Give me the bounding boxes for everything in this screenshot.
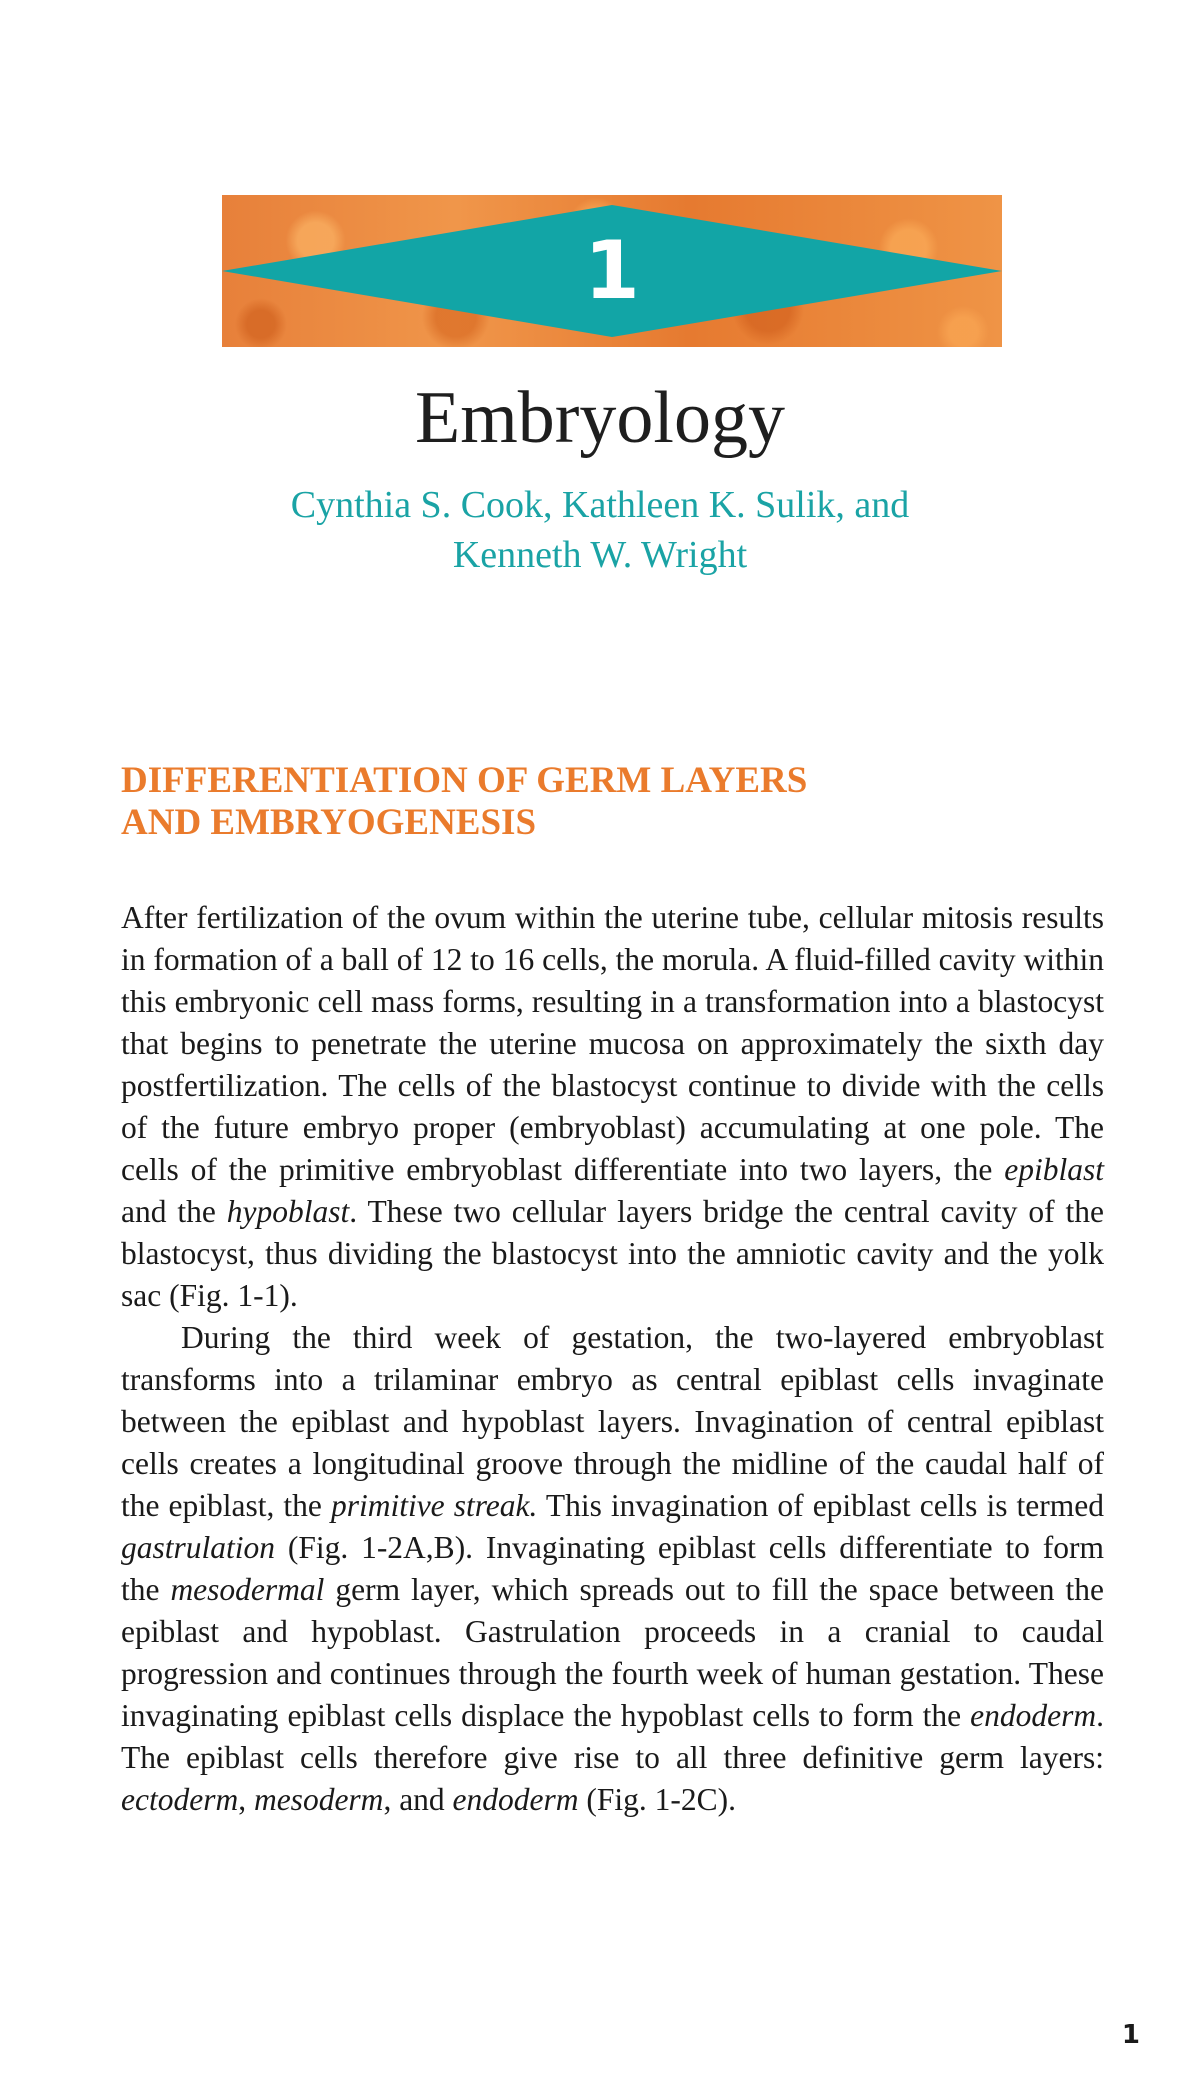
italic-term: mesodermal bbox=[170, 1572, 325, 1607]
body-text bbox=[121, 897, 1104, 1821]
italic-term: hypoblast bbox=[226, 1194, 350, 1229]
text-run: and the bbox=[121, 1194, 227, 1229]
authors-line-2: Kenneth W. Wright bbox=[452, 534, 748, 576]
section-heading-line-2: AND EMBRYOGENESIS bbox=[121, 802, 537, 843]
text-run: This invagination of epiblast cells is termed bbox=[537, 1488, 1104, 1523]
text-run: After fertilization of the ovum within the uterine tube, cellular mitosis results in formation of a ball of 12 to 16 cells, the morula. A fluid-filled cavity within this embryonic cell mass forms, resulting in a transformation into a blastocyst that begins to penetrate the uterine mucosa on approximately the sixth day postfertilization. The cells of the blastocyst continue to divide with the cells of the future embryo proper (embryoblast) accumulating at one pole. The cells of the primitive embryoblast differentiate into two layers, the bbox=[121, 900, 1104, 1187]
paragraph-1 bbox=[121, 897, 1104, 1317]
chapter-authors bbox=[0, 480, 1200, 580]
text-run: During the third week of gestation, the two-layered embryoblast transforms into a trilaminar embryo as central epiblast cells invaginate between the epiblast and hypoblast layers. Invagination of central epiblast cells creates a longitudinal groove through the midline of the caudal half of the epiblast, the bbox=[121, 1320, 1104, 1523]
chapter-banner bbox=[222, 195, 1002, 347]
chapter-number: 1 bbox=[584, 224, 640, 317]
section-heading bbox=[121, 760, 1081, 844]
italic-term: ectoderm bbox=[121, 1782, 239, 1817]
italic-term: mesoderm bbox=[253, 1782, 384, 1817]
text-run: germ layer, which spreads out to fill the space between the epiblast and hypoblast. Gastrulation proceeds in a cranial to caudal progression and continues through the fourth week of human gestation. These invaginating epiblast cells displace the hypoblast cells to form the bbox=[121, 1572, 1104, 1733]
authors-line-1: Cynthia S. Cook, Kathleen K. Sulik, and bbox=[290, 484, 910, 526]
text-run: . These two cellular layers bridge the central cavity of the blastocyst, thus dividing the blastocyst into the amniotic cavity and the yolk sac (Fig. 1-1). bbox=[121, 1194, 1104, 1313]
chapter-title: Embryology bbox=[415, 377, 785, 459]
italic-term: endoderm bbox=[970, 1698, 1097, 1733]
italic-term: gastrulation bbox=[121, 1530, 276, 1565]
text-run: , and bbox=[383, 1782, 453, 1817]
paragraph-2 bbox=[121, 1317, 1104, 1821]
page-number: 1 bbox=[1121, 2020, 1140, 2050]
italic-term: endoderm bbox=[452, 1782, 579, 1817]
text-run: , bbox=[238, 1782, 254, 1817]
section-heading-line-1: DIFFERENTIATION OF GERM LAYERS bbox=[121, 760, 808, 801]
italic-term: epiblast bbox=[1004, 1152, 1104, 1187]
text-run: . The epiblast cells therefore give rise to all three definitive germ layers: bbox=[121, 1698, 1104, 1775]
text-run: (Fig. 1-2A,B). Invaginating epiblast cells differentiate to form the bbox=[121, 1530, 1104, 1607]
italic-term: primitive streak. bbox=[330, 1488, 538, 1523]
text-run: (Fig. 1-2C). bbox=[578, 1782, 737, 1817]
